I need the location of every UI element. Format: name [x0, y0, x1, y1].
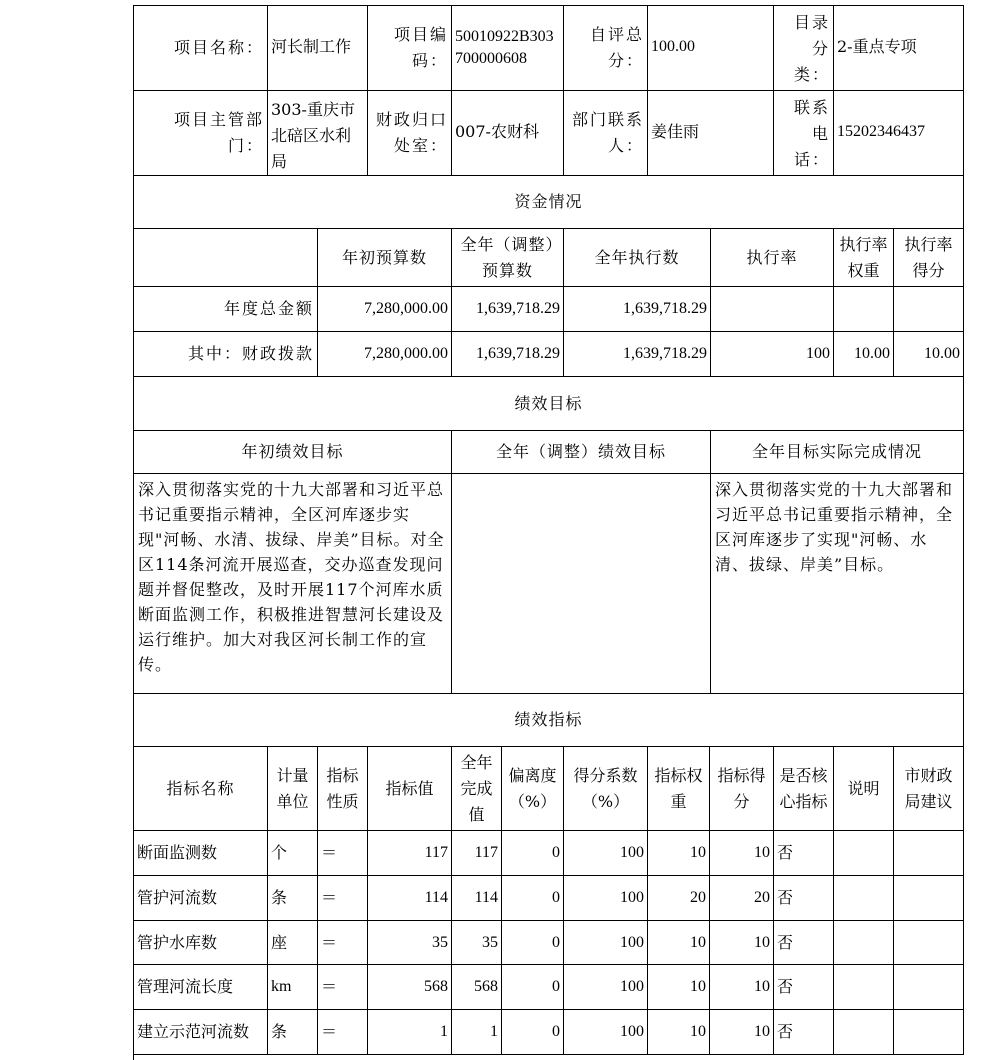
contact-label: 部门联系人： [564, 91, 648, 176]
ind-row-weight: 10 [648, 1010, 710, 1055]
funds-row-score [894, 287, 964, 332]
funds-row-initial: 7,280,000.00 [318, 287, 452, 332]
ind-header-actual: 全年完成值 [452, 747, 502, 831]
ind-row-deviation: 0 [502, 921, 564, 965]
ind-row-unit: 条 [268, 1010, 318, 1055]
ind-row-score: 10 [710, 1010, 774, 1055]
ind-row-unit: km [268, 965, 318, 1010]
funds-row-weight [834, 287, 894, 332]
finance-value: 007-农财科 [452, 91, 564, 176]
ind-row-coef: 100 [564, 921, 648, 965]
ind-row-target: 35 [368, 921, 452, 965]
ind-row-unit: 条 [268, 876, 318, 921]
funds-row-initial: 7,280,000.00 [318, 332, 452, 377]
ind-row-actual: 1 [452, 1010, 502, 1055]
ind-row-weight: 10 [648, 965, 710, 1010]
ind-header-score: 指标得分 [710, 747, 774, 831]
ind-row-deviation: 0 [502, 1010, 564, 1055]
ind-header-weight: 指标权重 [648, 747, 710, 831]
funds-header-rate: 执行率 [711, 229, 834, 287]
ind-row-unit: 个 [268, 831, 318, 876]
ind-row-score: 10 [710, 921, 774, 965]
ind-row-score: 10 [710, 965, 774, 1010]
self-score-value: 100.00 [648, 6, 774, 91]
ind-row-actual: 117 [452, 831, 502, 876]
ind-row-target: 568 [368, 965, 452, 1010]
funds-row-adjusted: 1,639,718.29 [452, 332, 564, 377]
ind-row-nature: ＝ [318, 1010, 368, 1055]
ind-row-deviation: 0 [502, 876, 564, 921]
evaluation-table [133, 5, 964, 1060]
catalog-value: 2-重点专项 [834, 6, 964, 91]
phone-label: 联系电话： [774, 91, 834, 176]
funds-header-blank [134, 229, 318, 287]
ind-row-suggest [894, 831, 964, 876]
ind-row-actual: 568 [452, 965, 502, 1010]
ind-row-deviation: 0 [502, 831, 564, 876]
funds-row-executed: 1,639,718.29 [564, 332, 711, 377]
ind-row-name: 管理河流长度 [134, 965, 268, 1010]
dept-label: 项目主管部门： [134, 91, 268, 176]
ind-row-core: 否 [774, 965, 834, 1010]
contact-value: 姜佳雨 [648, 91, 774, 176]
ind-row-actual: 35 [452, 921, 502, 965]
funds-section-title: 资金情况 [134, 176, 964, 229]
ind-row-target: 1 [368, 1010, 452, 1055]
goals-header-adjusted: 全年（调整）绩效目标 [452, 431, 711, 474]
goals-initial-text: 深入贯彻落实党的十九大部署和习近平总书记重要指示精神，全区河库逐步实现"河畅、水清、拔绿、岸美”目标。对全区114条河流开展巡查，交办巡查发现问题并督促整改，及时开展117个河库水质断面监测工作，积极推进智慧河长建设及运行维护。加大对我区河长制工作的宣传。 [134, 474, 452, 694]
ind-row-unit: 座 [268, 921, 318, 965]
funds-row-label: 其中：财政拨款 [134, 332, 318, 377]
ind-row-suggest [894, 965, 964, 1010]
ind-row-core: 否 [774, 921, 834, 965]
project-code-label: 项目编码： [368, 6, 452, 91]
funds-row-rate: 100 [711, 332, 834, 377]
ind-header-nature: 指标性质 [318, 747, 368, 831]
funds-row-weight: 10.00 [834, 332, 894, 377]
ind-row-actual: 114 [452, 876, 502, 921]
ind-header-core: 是否核心指标 [774, 747, 834, 831]
ind-row-nature: ＝ [318, 876, 368, 921]
ind-row-deviation: 0 [502, 965, 564, 1010]
ind-row-nature: ＝ [318, 921, 368, 965]
ind-row-coef: 100 [564, 965, 648, 1010]
ind-row-core: 否 [774, 831, 834, 876]
funds-row-executed: 1,639,718.29 [564, 287, 711, 332]
ind-row-note [834, 965, 894, 1010]
ind-row-coef: 100 [564, 831, 648, 876]
catalog-label: 目录分类： [774, 6, 834, 91]
funds-header-executed: 全年执行数 [564, 229, 711, 287]
self-score-label: 自评总分： [564, 6, 648, 91]
funds-row-score: 10.00 [894, 332, 964, 377]
phone-value: 15202346437 [834, 91, 964, 176]
ind-row-core: 否 [774, 1010, 834, 1055]
ind-row-note [834, 876, 894, 921]
ind-header-suggest: 市财政局建议 [894, 747, 964, 831]
funds-header-adjusted: 全年（调整）预算数 [452, 229, 564, 287]
dept-value: 303-重庆市北碚区水利局 [268, 91, 368, 176]
funds-header-weight: 执行率权重 [834, 229, 894, 287]
ind-row-note [834, 831, 894, 876]
ind-row-name: 建立示范河流数 [134, 1010, 268, 1055]
ind-row-score: 10 [710, 831, 774, 876]
ind-row-nature: ＝ [318, 965, 368, 1010]
indicators-section-title: 绩效指标 [134, 694, 964, 747]
ind-header-coef: 得分系数（%） [564, 747, 648, 831]
ind-row-target: 117 [368, 831, 452, 876]
ind-row-coef: 100 [564, 876, 648, 921]
ind-header-deviation: 偏离度（%） [502, 747, 564, 831]
ind-row-core: 否 [774, 876, 834, 921]
ind-row-score: 20 [710, 876, 774, 921]
goals-section-title: 绩效目标 [134, 377, 964, 431]
goals-header-actual: 全年目标实际完成情况 [711, 431, 964, 474]
ind-row-suggest [894, 1010, 964, 1055]
funds-row-rate [711, 287, 834, 332]
ind-header-target: 指标值 [368, 747, 452, 831]
ind-row-note [834, 1010, 894, 1055]
ind-row-weight: 20 [648, 876, 710, 921]
funds-header-initial: 年初预算数 [318, 229, 452, 287]
finance-label: 财政归口处室： [368, 91, 452, 176]
ind-row-suggest [894, 921, 964, 965]
funds-row-adjusted: 1,639,718.29 [452, 287, 564, 332]
ind-row-name: 断面监测数 [134, 831, 268, 876]
ind-row-nature: ＝ [318, 831, 368, 876]
ind-header-name: 指标名称 [134, 747, 268, 831]
goals-actual-text: 深入贯彻落实党的十九大部署和习近平总书记重要指示精神，全区河库逐步了实现"河畅、水清、拔绿、岸美”目标。 [711, 474, 964, 694]
funds-row-label: 年度总金额 [134, 287, 318, 332]
goals-header-initial: 年初绩效目标 [134, 431, 452, 474]
ind-row-coef: 100 [564, 1010, 648, 1055]
ind-header-unit: 计量单位 [268, 747, 318, 831]
ind-row-target: 114 [368, 876, 452, 921]
ind-row-weight: 10 [648, 831, 710, 876]
ind-row-note [834, 921, 894, 965]
goals-adjusted-text [452, 474, 711, 694]
project-code-value: 50010922B303700000608 [452, 6, 564, 91]
funds-header-score: 执行率得分 [894, 229, 964, 287]
ind-header-note: 说明 [834, 747, 894, 831]
project-name-value: 河长制工作 [268, 6, 368, 91]
project-name-label: 项目名称： [134, 6, 268, 91]
ind-row-name: 管护水库数 [134, 921, 268, 965]
ind-row-suggest [894, 876, 964, 921]
ind-row-name: 管护河流数 [134, 876, 268, 921]
ind-row-weight: 10 [648, 921, 710, 965]
